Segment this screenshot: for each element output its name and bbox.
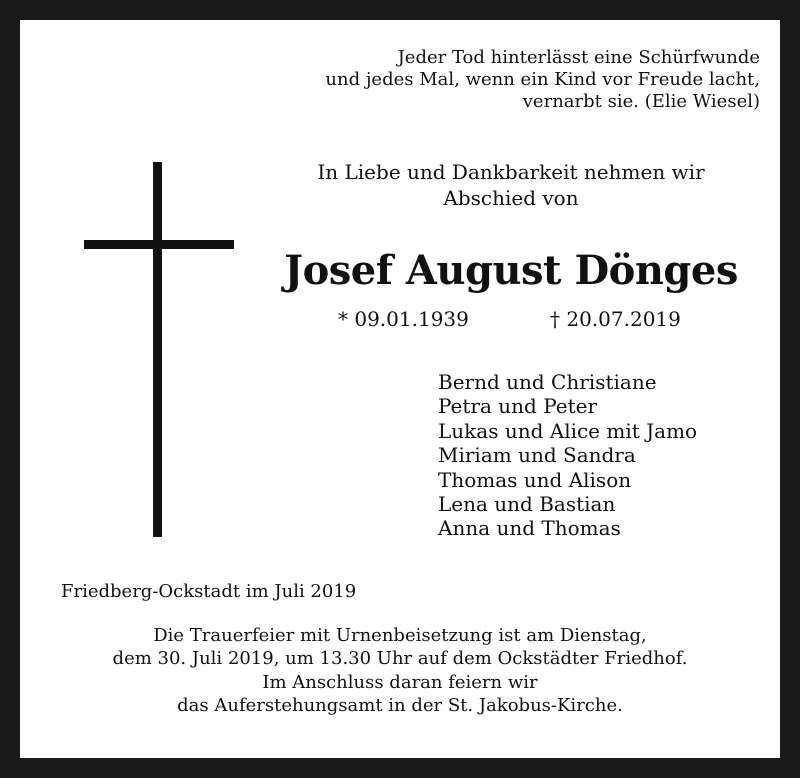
quote-line: und jedes Mal, wenn ein Kind vor Freude lacht, (325, 69, 760, 90)
quote-block (160, 47, 760, 113)
place-and-date: Friedberg-Ockstadt im Juli 2019 (61, 581, 357, 602)
life-dates (320, 306, 720, 334)
farewell-intro (240, 159, 782, 211)
mourner-entry: Lukas und Alice mit Jamo (438, 418, 698, 443)
death-date: † 20.07.2019 (550, 307, 681, 331)
service-line: das Auferstehungsamt in der St. Jakobus-Kirche. (177, 694, 623, 716)
deceased-name: Josef August Dönges (284, 247, 738, 294)
obituary-content (20, 20, 780, 758)
mourner-entry: Bernd und Christiane (438, 370, 657, 394)
funeral-service-info (40, 625, 760, 717)
intro-line: In Liebe und Dankbarkeit nehmen wir (317, 160, 705, 184)
service-line: Im Anschluss daran feiern wir (262, 672, 538, 693)
mourner-entry: Thomas und Alison (438, 467, 632, 492)
cross-horizontal-beam (84, 240, 234, 249)
mourners-list (438, 370, 697, 541)
birth-date: * 09.01.1939 (338, 307, 469, 331)
quote-line: vernarbt sie. (Elie Wiesel) (522, 91, 760, 112)
service-line: dem 30. Juli 2019, um 13.30 Uhr auf dem Ockstädter Friedhof. (112, 647, 688, 669)
quote-line: Jeder Tod hinterlässt eine Schürfwunde (397, 47, 760, 68)
mourner-entry: Lena und Bastian (438, 492, 616, 517)
mourner-entry: Anna und Thomas (438, 516, 621, 541)
cross-vertical-beam (153, 162, 162, 537)
mourner-entry: Petra und Peter (438, 394, 598, 419)
service-line: Die Trauerfeier mit Urnenbeisetzung ist am Dienstag, (153, 625, 647, 646)
mourner-entry: Miriam und Sandra (438, 443, 636, 468)
intro-line: Abschied von (443, 186, 579, 210)
